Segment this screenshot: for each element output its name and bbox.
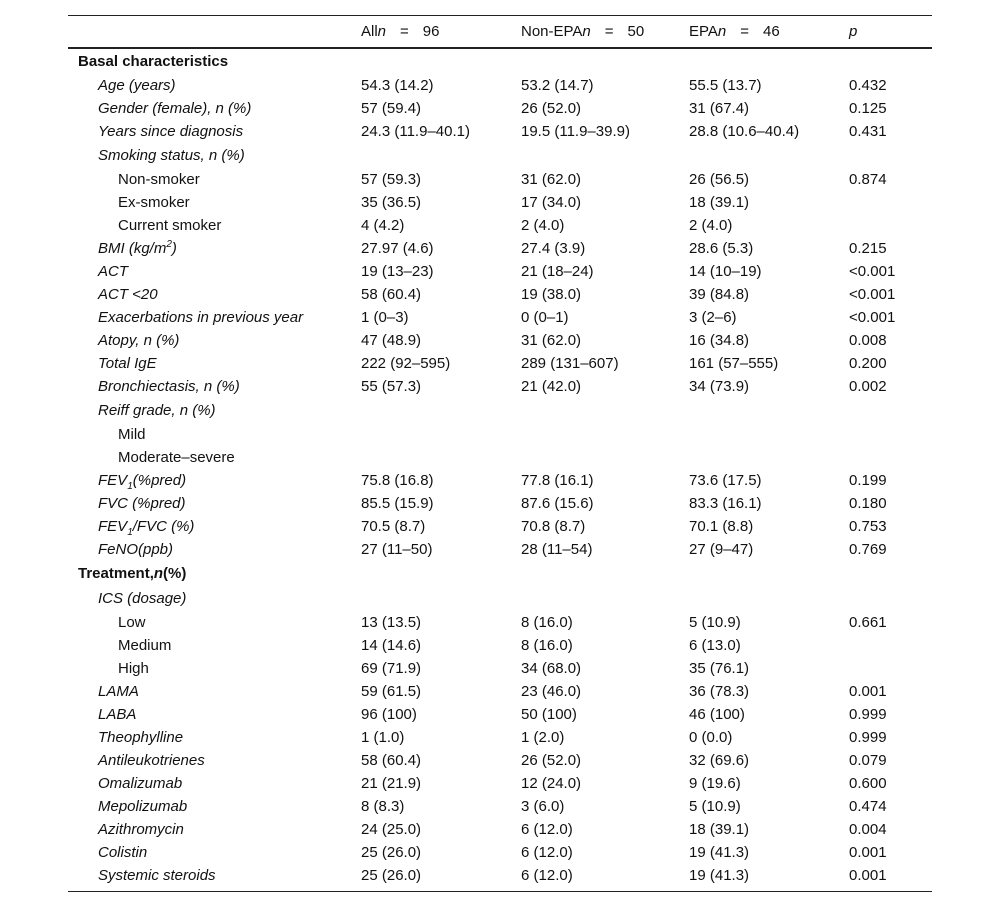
table-row: Gender (female), n (%) 57 (59.4) 26 (52.0) 31 (67.4) 0.125	[98, 100, 887, 117]
table-row: FeNO(ppb) 27 (11–50) 28 (11–54) 27 (9–47) 0.769	[98, 541, 887, 558]
table-row: High 69 (71.9) 34 (68.0) 35 (76.1)	[118, 660, 750, 677]
header-all: Alln = 96	[361, 23, 440, 40]
table-row: Antileukotrienes 58 (60.4) 26 (52.0) 32 (69.6) 0.079	[98, 752, 887, 769]
table-bottom-rule	[68, 891, 932, 892]
table-row: Colistin 25 (26.0) 6 (12.0) 19 (41.3) 0.001	[98, 844, 887, 861]
table-row-group: Smoking status, n (%)	[98, 147, 245, 164]
table-row: ACT <20 58 (60.4) 19 (38.0) 39 (84.8) <0.001	[98, 286, 896, 303]
header-p-value: p	[849, 23, 858, 40]
table-row: Mepolizumab 8 (8.3) 3 (6.0) 5 (10.9) 0.474	[98, 798, 887, 815]
table-row: Low 13 (13.5) 8 (16.0) 5 (10.9) 0.661	[118, 614, 887, 631]
table-row: Age (years) 54.3 (14.2) 53.2 (14.7) 55.5 (13.7) 0.432	[98, 77, 887, 94]
table-row: Omalizumab 21 (21.9) 12 (24.0) 9 (19.6) 0.600	[98, 775, 887, 792]
table-row: $FEV_1(\%pred)$ 75.8 (16.8) 77.8 (16.1) 73.6 (17.5) 0.199	[98, 472, 887, 492]
header-epa: EPAn = 46	[689, 23, 780, 40]
table-header-row	[68, 16, 932, 47]
table-row: ACT 19 (13–23) 21 (18–24) 14 (10–19) <0.001	[98, 263, 896, 280]
section-title: Treatment,n(%)	[78, 565, 187, 582]
table-row: Total IgE 222 (92–595) 289 (131–607) 161 (57–555) 0.200	[98, 355, 887, 372]
table-row: LAMA 59 (61.5) 23 (46.0) 36 (78.3) 0.001	[98, 683, 887, 700]
table-row: Years since diagnosis 24.3 (11.9–40.1) 19.5 (11.9–39.9) 28.8 (10.6–40.4) 0.431	[98, 123, 887, 140]
table-row: Ex-smoker 35 (36.5) 17 (34.0) 18 (39.1)	[118, 194, 750, 211]
table-row: BMI $(kg/m^2)$ 27.97 (4.6) 27.4 (3.9) 28.6 (5.3) 0.215	[98, 239, 887, 257]
header-non-epa: Non-EPAn = 50	[521, 23, 645, 40]
table-row: LABA 96 (100) 50 (100) 46 (100) 0.999	[98, 706, 887, 723]
section-treatment	[68, 561, 932, 586]
table-row: Systemic steroids 25 (26.0) 6 (12.0) 19 (41.3) 0.001	[98, 867, 887, 884]
table-row: Atopy, n (%) 47 (48.9) 31 (62.0) 16 (34.8) 0.008	[98, 332, 887, 349]
table-row-group: ICS (dosage)	[98, 590, 187, 607]
table-row-group: Reiff grade, n (%)	[98, 402, 216, 419]
table-row: $FEV_1$/FVC (%) 70.5 (8.7) 70.8 (8.7) 70.1 (8.8) 0.753	[98, 518, 887, 538]
table-row: Azithromycin 24 (25.0) 6 (12.0) 18 (39.1) 0.004	[98, 821, 887, 838]
section-basal	[68, 49, 932, 74]
table-row: Mild	[118, 426, 146, 443]
characteristics-table	[68, 15, 932, 892]
table-row: Non-smoker 57 (59.3) 31 (62.0) 26 (56.5) 0.874	[118, 171, 887, 188]
table-row: Current smoker 4 (4.2) 2 (4.0) 2 (4.0)	[118, 217, 733, 234]
table-row: FVC (%pred) 85.5 (15.9) 87.6 (15.6) 83.3 (16.1) 0.180	[98, 495, 887, 512]
table-row: Bronchiectasis, n (%) 55 (57.3) 21 (42.0) 34 (73.9) 0.002	[98, 378, 887, 395]
table-row: Medium 14 (14.6) 8 (16.0) 6 (13.0)	[118, 637, 741, 654]
table-row: Theophylline 1 (1.0) 1 (2.0) 0 (0.0) 0.999	[98, 729, 887, 746]
table-row: Moderate–severe	[118, 449, 235, 466]
section-title: Basal characteristics	[78, 53, 229, 70]
table-row: Exacerbations in previous year 1 (0–3) 0 (0–1) 3 (2–6) <0.001	[98, 309, 896, 326]
